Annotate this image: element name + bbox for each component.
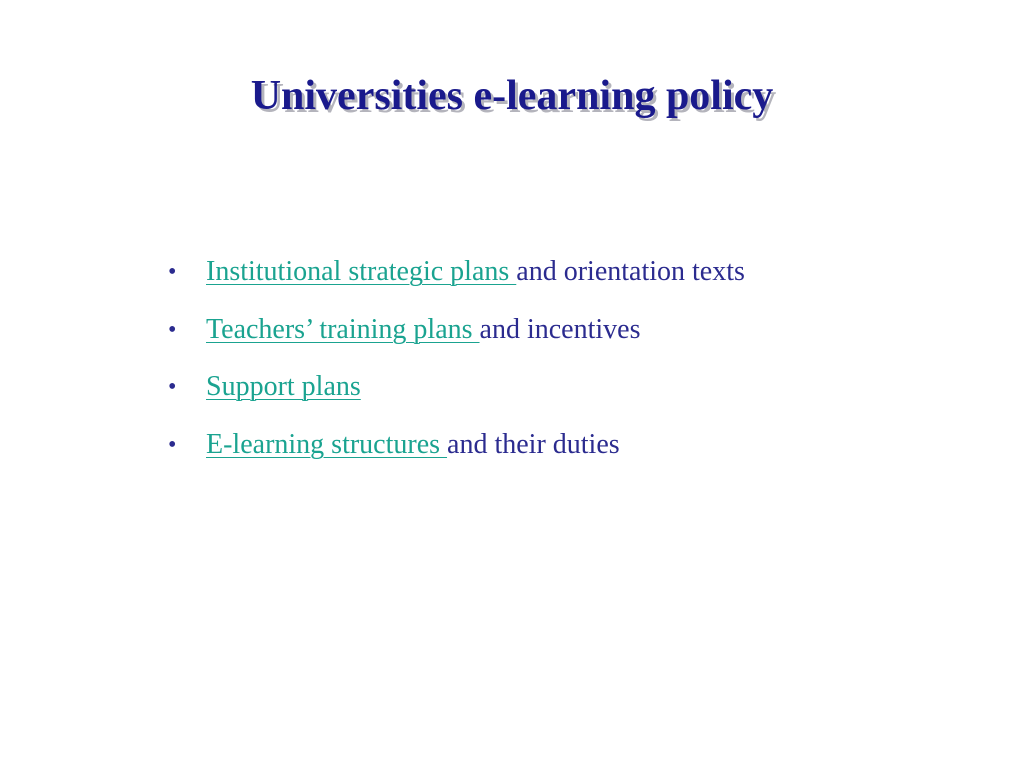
bullet-list [168, 250, 745, 480]
teachers-training-plans-link[interactable]: Teachers’ training plans [206, 313, 480, 345]
bullet-item-support-plans [168, 365, 745, 423]
bullet-marker: • [168, 316, 177, 343]
bullet-item-strategic-plans [168, 250, 745, 308]
e-learning-structures-link[interactable]: E-learning structures [206, 428, 448, 460]
bullet-text: and incentives [479, 313, 641, 345]
bullet-item-training-plans [168, 308, 745, 366]
bullet-marker: • [168, 259, 177, 285]
support-plans-link[interactable]: Support plans [206, 371, 361, 402]
bullet-marker: • [168, 374, 177, 400]
institutional-strategic-plans-link[interactable]: Institutional strategic plans [206, 256, 517, 287]
bullet-item-structures [168, 423, 745, 481]
bullet-marker: • [168, 431, 177, 458]
slide-title: Universities e-learning policy [250, 73, 774, 119]
bullet-text: and orientation texts [516, 256, 745, 287]
bullet-text: and their duties [447, 428, 620, 460]
